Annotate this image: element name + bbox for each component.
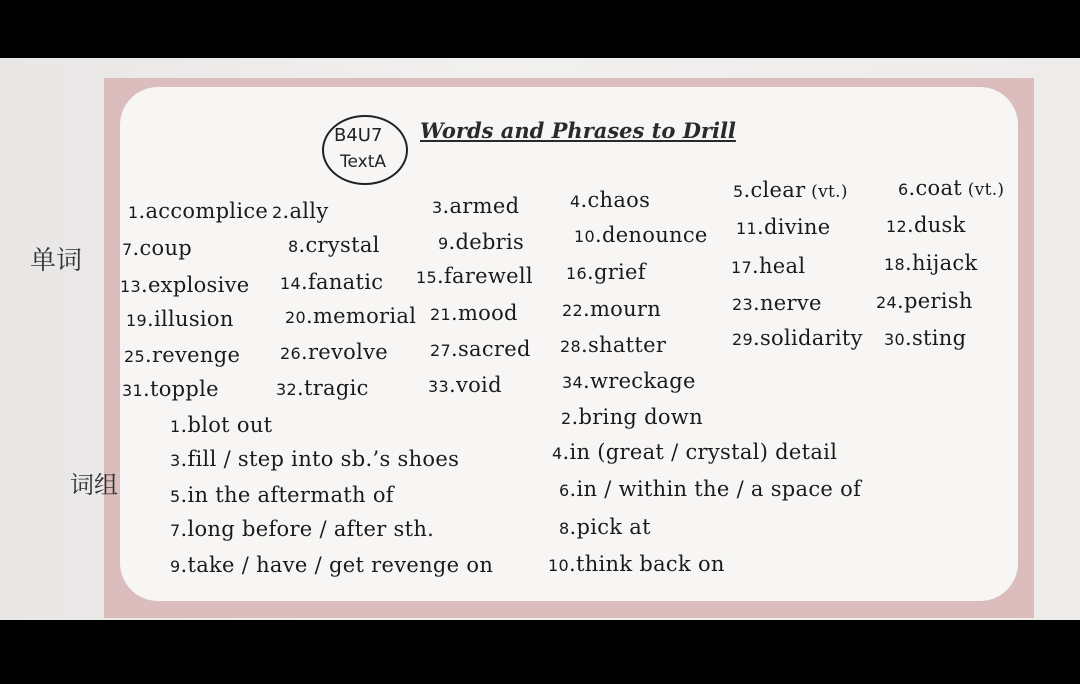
word-separator: . <box>582 369 590 393</box>
phrase-item <box>170 555 493 576</box>
word-text: clear <box>750 178 806 202</box>
phrase-text: blot out <box>187 413 273 437</box>
word-number: 26 <box>280 344 301 363</box>
word-number: 24 <box>876 293 897 312</box>
word-item <box>280 272 383 293</box>
word-item <box>570 190 650 211</box>
word-text: shatter <box>587 333 667 357</box>
side-note-phrases: 词组 <box>70 471 118 499</box>
word-item <box>731 256 805 277</box>
phrase-number: 2 <box>561 409 572 428</box>
word-separator: . <box>300 270 308 294</box>
page-title: Words and Phrases to Drill <box>420 118 736 143</box>
word-text: explosive <box>147 273 250 297</box>
word-item <box>732 293 822 314</box>
word-separator: . <box>580 333 588 357</box>
phrase-item <box>170 485 394 506</box>
word-number: 5 <box>733 182 744 201</box>
word-item <box>416 266 533 287</box>
word-number: 4 <box>570 192 581 211</box>
phrase-number: 4 <box>552 444 563 463</box>
word-number: 19 <box>126 311 147 330</box>
word-separator: . <box>442 194 450 218</box>
word-text: revenge <box>151 343 241 367</box>
word-text: sting <box>911 326 967 350</box>
phrase-text: in (great / crystal) detail <box>569 440 838 464</box>
phrase-separator: . <box>569 477 577 501</box>
phrase-number: 10 <box>548 556 569 575</box>
word-text: topple <box>149 377 219 401</box>
word-separator: . <box>752 326 760 350</box>
word-text: debris <box>455 230 525 254</box>
phrase-item <box>548 554 725 575</box>
word-number: 27 <box>430 341 451 360</box>
word-item <box>122 379 219 400</box>
word-number: 34 <box>562 373 583 392</box>
word-number: 33 <box>428 377 449 396</box>
word-item <box>438 232 524 253</box>
word-separator: . <box>743 178 751 202</box>
word-item <box>886 215 966 236</box>
word-separator: . <box>146 307 154 331</box>
word-separator: . <box>756 215 764 239</box>
word-number: 3 <box>432 198 443 217</box>
word-number: 11 <box>736 219 757 238</box>
word-item <box>124 345 240 366</box>
word-separator: . <box>138 199 146 223</box>
phrase-item <box>170 415 272 436</box>
word-number: 29 <box>732 330 753 349</box>
word-item <box>884 328 966 349</box>
phrase-separator: . <box>562 440 570 464</box>
word-separator: . <box>450 337 458 361</box>
phrase-text: in the aftermath of <box>187 483 394 507</box>
word-item <box>280 342 388 363</box>
word-item <box>732 328 863 349</box>
word-text: heal <box>758 254 806 278</box>
word-item <box>285 306 416 327</box>
word-text: denounce <box>601 223 708 247</box>
word-separator: . <box>904 326 912 350</box>
word-item <box>276 378 369 399</box>
word-number: 32 <box>276 380 297 399</box>
word-number: 15 <box>416 268 437 287</box>
phrase-separator: . <box>180 553 188 577</box>
word-item <box>574 225 708 246</box>
word-text: armed <box>449 194 520 218</box>
word-item <box>430 339 531 360</box>
word-separator: . <box>305 304 313 328</box>
phrase-separator: . <box>571 405 579 429</box>
word-number: 28 <box>560 337 581 356</box>
word-separator: . <box>132 236 140 260</box>
word-text: grief <box>593 260 646 284</box>
word-number: 2 <box>272 203 283 222</box>
phrase-number: 9 <box>170 557 181 576</box>
word-separator: . <box>144 343 152 367</box>
phrase-number: 3 <box>170 451 181 470</box>
word-text: divine <box>763 215 831 239</box>
word-text: perish <box>903 289 973 313</box>
phrase-separator: . <box>180 517 188 541</box>
word-number: 17 <box>731 258 752 277</box>
word-number: 8 <box>288 237 299 256</box>
word-item <box>128 201 268 222</box>
word-separator: . <box>140 273 148 297</box>
badge-unit: B4U7 <box>334 125 383 146</box>
word-separator: . <box>582 297 590 321</box>
word-part-of-speech: (vt.) <box>962 180 1005 200</box>
word-text: mourn <box>589 297 662 321</box>
phrase-item <box>559 479 861 500</box>
phrase-item <box>559 517 651 538</box>
word-separator: . <box>896 289 904 313</box>
phrase-text: bring down <box>578 405 703 429</box>
word-number: 1 <box>128 203 139 222</box>
word-separator: . <box>298 233 306 257</box>
word-text: accomplice <box>145 199 269 223</box>
word-number: 18 <box>884 255 905 274</box>
word-text: void <box>455 373 502 397</box>
word-separator: . <box>142 377 150 401</box>
word-text: coup <box>139 236 193 260</box>
word-item <box>736 217 830 238</box>
phrase-text: long before / after sth. <box>187 517 435 541</box>
word-item <box>566 262 646 283</box>
word-item <box>898 178 1004 199</box>
word-number: 31 <box>122 381 143 400</box>
badge-text: TextA <box>340 152 387 172</box>
phrase-separator: . <box>180 413 188 437</box>
word-separator: . <box>594 223 602 247</box>
word-separator: . <box>448 373 456 397</box>
phrase-separator: . <box>568 552 576 576</box>
word-item <box>126 309 234 330</box>
word-text: wreckage <box>589 369 696 393</box>
word-text: crystal <box>305 233 380 257</box>
word-separator: . <box>450 301 458 325</box>
word-item <box>884 253 978 274</box>
word-text: mood <box>457 301 518 325</box>
phrase-text: take / have / get revenge on <box>187 553 494 577</box>
word-text: nerve <box>759 291 822 315</box>
word-number: 20 <box>285 308 306 327</box>
word-separator: . <box>448 230 456 254</box>
word-number: 30 <box>884 330 905 349</box>
word-text: tragic <box>303 376 369 400</box>
word-text: ally <box>289 199 329 223</box>
word-text: revolve <box>307 340 389 364</box>
word-number: 16 <box>566 264 587 283</box>
phrase-text: pick at <box>576 515 651 539</box>
word-text: illusion <box>153 307 234 331</box>
word-number: 9 <box>438 234 449 253</box>
word-item <box>288 235 380 256</box>
word-item <box>733 180 848 201</box>
word-separator: . <box>436 264 444 288</box>
word-text: dusk <box>913 213 966 237</box>
word-part-of-speech: (vt.) <box>805 182 848 202</box>
word-text: sacred <box>457 337 531 361</box>
phrase-item <box>561 407 703 428</box>
phrase-item <box>552 442 837 463</box>
word-item <box>562 299 661 320</box>
word-item <box>560 335 666 356</box>
word-text: hijack <box>911 251 978 275</box>
word-separator: . <box>300 340 308 364</box>
word-item <box>272 201 329 222</box>
phrase-text: think back on <box>575 552 725 576</box>
word-number: 23 <box>732 295 753 314</box>
phrase-number: 1 <box>170 417 181 436</box>
word-item <box>432 196 519 217</box>
word-number: 21 <box>430 305 451 324</box>
word-item <box>562 371 696 392</box>
phrase-text: in / within the / a space of <box>576 477 862 501</box>
phrase-separator: . <box>569 515 577 539</box>
word-text: chaos <box>587 188 651 212</box>
phrase-separator: . <box>180 483 188 507</box>
word-separator: . <box>580 188 588 212</box>
word-text: coat <box>915 176 963 200</box>
word-text: memorial <box>312 304 417 328</box>
word-separator: . <box>752 291 760 315</box>
word-separator: . <box>904 251 912 275</box>
phrase-separator: . <box>180 447 188 471</box>
phrase-item <box>170 449 459 470</box>
word-text: fanatic <box>307 270 384 294</box>
word-text: farewell <box>443 264 533 288</box>
phrase-text: fill / step into sb.’s shoes <box>187 447 460 471</box>
phrase-number: 6 <box>559 481 570 500</box>
word-separator: . <box>296 376 304 400</box>
phrase-item <box>170 519 434 540</box>
word-text: solidarity <box>759 326 863 350</box>
word-number: 7 <box>122 240 133 259</box>
word-number: 14 <box>280 274 301 293</box>
phrase-number: 8 <box>559 519 570 538</box>
word-item <box>430 303 518 324</box>
word-separator: . <box>908 176 916 200</box>
word-separator: . <box>282 199 290 223</box>
word-number: 12 <box>886 217 907 236</box>
word-separator: . <box>751 254 759 278</box>
word-separator: . <box>906 213 914 237</box>
word-separator: . <box>586 260 594 284</box>
word-item <box>876 291 973 312</box>
word-item <box>120 275 250 296</box>
word-item <box>122 238 192 259</box>
phrase-number: 7 <box>170 521 181 540</box>
word-number: 10 <box>574 227 595 246</box>
word-number: 13 <box>120 277 141 296</box>
word-item <box>428 375 502 396</box>
side-note-words: 单词 <box>30 246 83 276</box>
phrase-number: 5 <box>170 487 181 506</box>
word-number: 22 <box>562 301 583 320</box>
word-number: 25 <box>124 347 145 366</box>
word-number: 6 <box>898 180 909 199</box>
